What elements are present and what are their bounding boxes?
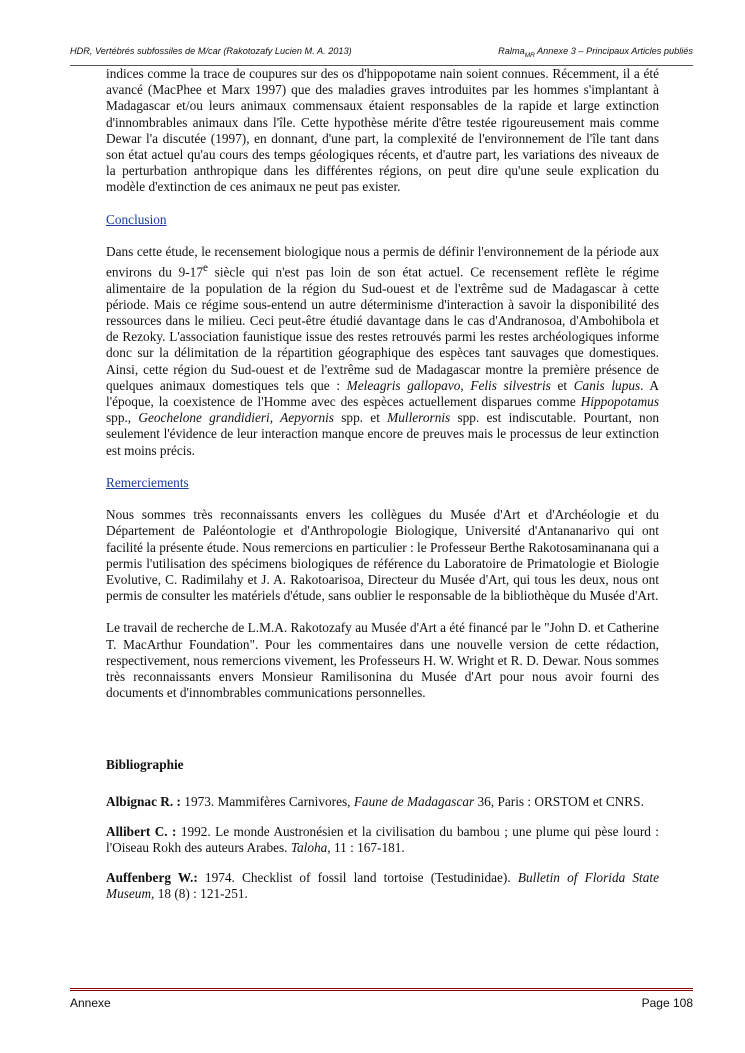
header-right-prefix: Ralma (498, 46, 525, 56)
conclusion-text-7: spp. est indiscutable. Pourtant, non seulement l'évidence de leur interaction manque encore de preuves mais le processus de leur extinction est moins précis. (106, 410, 659, 458)
header-right-text (498, 46, 693, 59)
conclusion-text-4: . A l'époque, la coexistence de l'Homme avec des espèces actuellement disparues comme (106, 377, 659, 410)
header-right-subscript: MR (524, 51, 535, 59)
conclusion-text-2: siècle qui n'est pas loin de son état actuel. Ce recensement reflète le régime alimentaire de la population de la région du Sud-ouest et de l'extrême sud de Madagascar à cette période. Mais ce régime sous-entend un autre déterminisme d'interaction à savoir la disponibilité des ressources dans le milieu. Ceci peut-être étudié davantage dans le cas d'Andranosoa, d'Ambohibola et de Rezoky. L'association faunistique issue des restes retrouvés parmi les restes archéologiques informe donc sur la délimitation de la répartition géographique des espèces tant sauvages que domestiques. Ainsi, cette région du Sud-ouest et de l'extrême sud de Madagascar montre la première présence de quelques animaux domestiques tels que : (106, 264, 659, 393)
bibliographie-heading: Bibliographie (106, 757, 184, 773)
page-body (106, 66, 659, 903)
bib-entry (106, 824, 659, 856)
bib-text: 1974. Checklist of fossil land tortoise (Testudinidae). (197, 870, 518, 886)
header-right-suffix: Annexe 3 – Principaux Articles publiés (534, 46, 693, 56)
conclusion-text-3: et (550, 377, 574, 393)
page-footer (70, 988, 693, 1010)
species-mullerornis: Mullerornis (387, 410, 451, 426)
footer-left-text: Annexe (70, 996, 111, 1010)
bib-text: 36, Paris : ORSTOM et CNRS. (474, 793, 644, 809)
bib-title: Taloha, (290, 839, 331, 855)
conclusion-superscript: e (202, 262, 208, 275)
conclusion-text-6: spp. et (333, 410, 388, 426)
bib-title: Faune de Madagascar (353, 793, 475, 809)
remerciements-paragraph-1: Nous sommes très reconnaissants envers les collègues du Musée d'Art et d'Archéologie et du Département de Paléontologie et d'Anthropologie Biologique, Université d'Antananarivo qui ont facilité la présente étude. Nous remercions en particulier : le Professeur Berthe Rakotosaminanana qui a permis l'utilisation des spécimens biologiques de référence du Laboratoire de Primatologie et Biologie Evolutive, C. Radimilahy et J. A. Rakotoarisoa, Directeur du Musée d'Art, qui tous les deux, nous ont permis de consulter les matériels d'étude, sans oublier le responsable de la bibliothèque du Musée d'Art. (106, 507, 659, 604)
bib-author: Auffenberg W.: (106, 870, 198, 886)
remerciements-heading[interactable]: Remerciements (106, 474, 189, 490)
intro-paragraph: indices comme la trace de coupures sur des os d'hippopotame nain soient connues. Récemment, il a été avancé (MacPhee et Marx 1997) que des maladies graves introduites par les hommes s'implantant à Madagascar et/ou leurs animaux commensaux étaient responsables de la rapide et large extinction d'innombrables animaux dans l'île. Cette hypothèse mérite d'être testée rigoureusement mais comme Dewar l'a discutée (1997), en donnant, d'une part, la complexité de l'environnement de l'île tant dans son état actuel qu'au cours des temps géologiques récents, et d'autre part, les variations des niveaux de la perturbation anthropique dans les différentes régions, on peut dire qu'une seule explication du modèle d'extinction de ces animaux ne peut pas exister. (106, 66, 659, 195)
conclusion-heading[interactable]: Conclusion (106, 211, 167, 227)
species-geochelone-aepyornis: Geochelone grandidieri, Aepyornis (138, 410, 334, 426)
page-number: Page 108 (641, 996, 693, 1010)
species-canis: Canis lupus (573, 377, 641, 393)
conclusion-text-1: Dans cette étude, le recensement biologique nous a permis de définir l'environnement de la période aux environs du 9-17 (106, 243, 659, 280)
species-hippopotamus: Hippopotamus (580, 394, 659, 410)
remerciements-paragraph-2: Le travail de recherche de L.M.A. Rakotozafy au Musée d'Art a été financé par le "John D. et Catherine T. MacArthur Foundation". Pour les commentaires dans une nouvelle version de cette rédaction, respectivement, nous remercions vivement, les Professeurs H. W. Wright et R. D. Dewar. Nous sommes très reconnaissants envers Monsieur Ramilisonina du Musée d'Art pour nous avoir fourni des documents et d'innombrables communications personnelles. (106, 620, 659, 701)
bib-text: 1992. Le monde Austronésien et la civilisation du bambou ; une plume qui pèse lourd : l'Oiseau Rokh des auteurs Arabes. (106, 823, 659, 855)
conclusion-paragraph (106, 244, 659, 459)
bib-text: 1973. Mammifères Carnivores, (180, 793, 354, 809)
bib-author: Allibert C. : (106, 823, 177, 839)
bib-author: Albignac R. : (106, 793, 181, 809)
species-meleagris-felis: Meleagris gallopavo, Felis silvestris (346, 377, 551, 393)
bib-text: 18 (8) : 121-251. (154, 886, 248, 902)
page-header (70, 46, 693, 66)
bib-entry (106, 870, 659, 902)
bib-title: Bulletin of Florida State Museum, (106, 870, 659, 902)
header-left-text: HDR, Vertébrés subfossiles de M/car (Rakotozafy Lucien M. A. 2013) (70, 46, 352, 56)
conclusion-text-5: spp., (106, 410, 139, 426)
bib-entry (106, 794, 659, 810)
bib-text: 11 : 167-181. (330, 839, 405, 855)
